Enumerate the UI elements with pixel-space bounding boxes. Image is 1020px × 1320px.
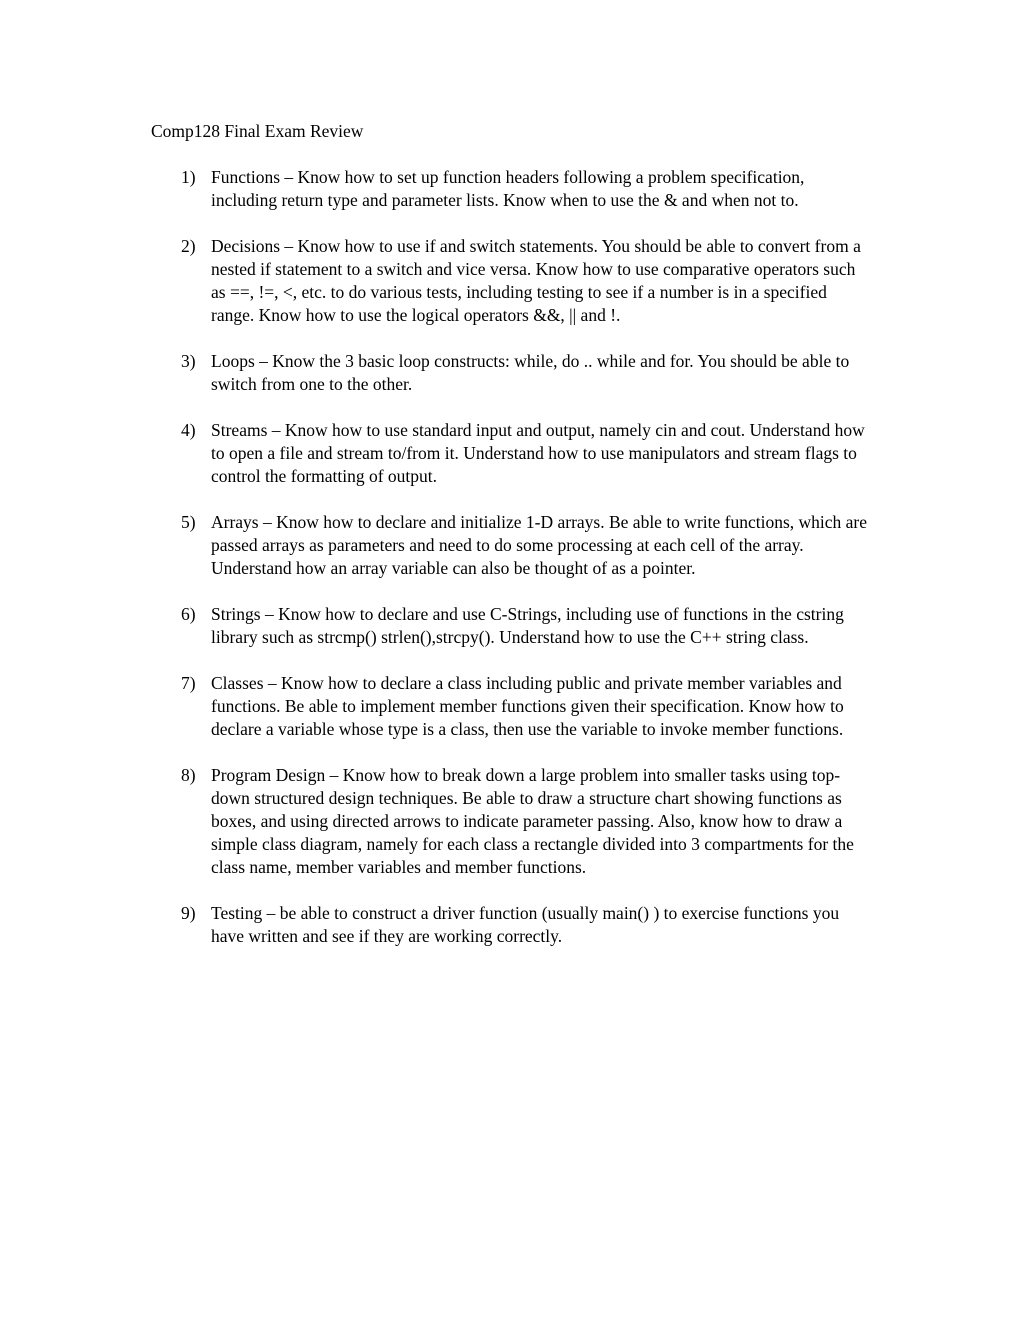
item-text: Streams – Know how to use standard input and output, namely cin and cout. Understand how to open a file and stream to/from it. Understand how to use manipulators and stream flags to control the formatting of output.	[211, 420, 865, 486]
item-text: Arrays – Know how to declare and initialize 1-D arrays. Be able to write functions, which are passed arrays as parameters and need to do some processing at each cell of the array. Understand how an array variable can also be thought of as a pointer.	[211, 512, 868, 578]
item-number: 5)	[181, 512, 196, 532]
item-text: Loops – Know the 3 basic loop constructs: while, do .. while and for. You should be able to switch from one to the other.	[211, 351, 850, 394]
list-item	[181, 672, 871, 741]
item-number: 3)	[181, 351, 196, 371]
item-number: 1)	[181, 167, 196, 187]
item-number: 9)	[181, 903, 196, 923]
list-item	[181, 603, 871, 649]
item-number: 8)	[181, 765, 196, 785]
list-item	[181, 419, 871, 488]
item-text: Classes – Know how to declare a class including public and private member variables and functions. Be able to implement member functions given their specification. Know how to declare a variable whose type is a class, then use the variable to invoke member functions.	[211, 673, 844, 739]
list-item	[181, 350, 871, 396]
list-item	[181, 166, 871, 212]
item-text: Strings – Know how to declare and use C-Strings, including use of functions in the cstring library such as strcmp() strlen(),strcpy(). Understand how to use the C++ string class.	[211, 604, 844, 647]
item-number: 6)	[181, 604, 196, 624]
item-number: 7)	[181, 673, 196, 693]
list-item	[181, 235, 871, 327]
document-title: Comp128 Final Exam Review	[151, 121, 364, 141]
item-text: Decisions – Know how to use if and switch statements. You should be able to convert from a nested if statement to a switch and vice versa. Know how to use comparative operators such as ==, !=, <, etc. to do various tests, including testing to see if a number is in a specified range. Know how to use the logical operators &&, || and !.	[211, 236, 861, 325]
item-number: 4)	[181, 420, 196, 440]
list-item	[181, 902, 871, 948]
item-text: Program Design – Know how to break down a large problem into smaller tasks using top-down structured design techniques. Be able to draw a structure chart showing functions as boxes, and using directed arrows to indicate parameter passing. Also, know how to draw a simple class diagram, namely for each class a rectangle divided into 3 compartments for the class name, member variables and member functions.	[211, 765, 854, 877]
item-number: 2)	[181, 236, 196, 256]
item-text: Testing – be able to construct a driver function (usually main() ) to exercise functions you have written and see if they are working correctly.	[211, 903, 840, 946]
review-topics-list	[181, 166, 871, 971]
list-item	[181, 764, 871, 879]
item-text: Functions – Know how to set up function headers following a problem specification, including return type and parameter lists. Know when to use the & and when not to.	[211, 167, 805, 210]
list-item	[181, 511, 871, 580]
